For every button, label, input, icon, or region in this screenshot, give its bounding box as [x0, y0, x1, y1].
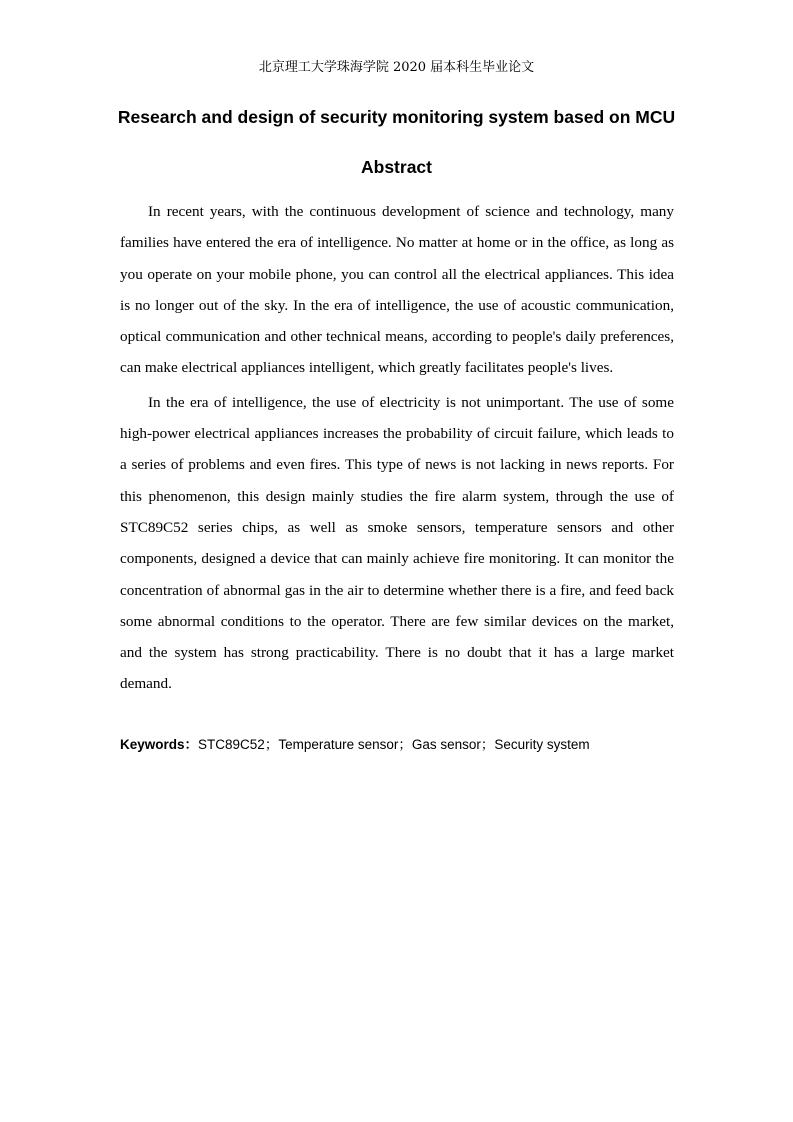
keywords-line — [120, 733, 680, 757]
abstract-body — [120, 196, 674, 700]
abstract-heading: Abstract — [361, 157, 432, 177]
paper-title: Research and design of security monitoring system based on MCU — [117, 107, 676, 127]
abstract-paragraph-2: In the era of intelligence, the use of electricity is not unimportant. The use of some high-power electrical appliances increases the probability of circuit failure, which leads to a series of problems and even fires. This type of news is not lacking in news reports. For this phenomenon, this design mainly studies the fire alarm system, through the use of STC89C52 series chips, as well as smoke sensors, temperature sensors and other components, designed a device that can mainly achieve fire monitoring. It can monitor the concentration of abnormal gas in the air to determine whether there is a fire, and feed back some abnormal conditions to the operator. There are few similar devices on the market, and the system has strong practicability. There is no doubt that it has a large market demand. — [120, 393, 674, 693]
keywords-list: STC89C52；Temperature sensor；Gas sensor；Security system — [198, 737, 590, 752]
keywords-label: Keywords： — [120, 737, 199, 752]
abstract-paragraph-1: In recent years, with the continuous development of science and technology, many families have entered the era of intelligence. No matter at home or in the office, as long as you operate on your mobile phone, you can control all the electrical appliances. This idea is no longer out of the sky. In the era of intelligence, the use of acoustic communication, optical communication and other technical means, according to people's daily preferences, can make electrical appliances intelligent, which greatly facilitates people's lives. — [120, 203, 674, 377]
running-header: 北京理工大学珠海学院 2020 届本科生毕业论文 — [258, 60, 535, 75]
